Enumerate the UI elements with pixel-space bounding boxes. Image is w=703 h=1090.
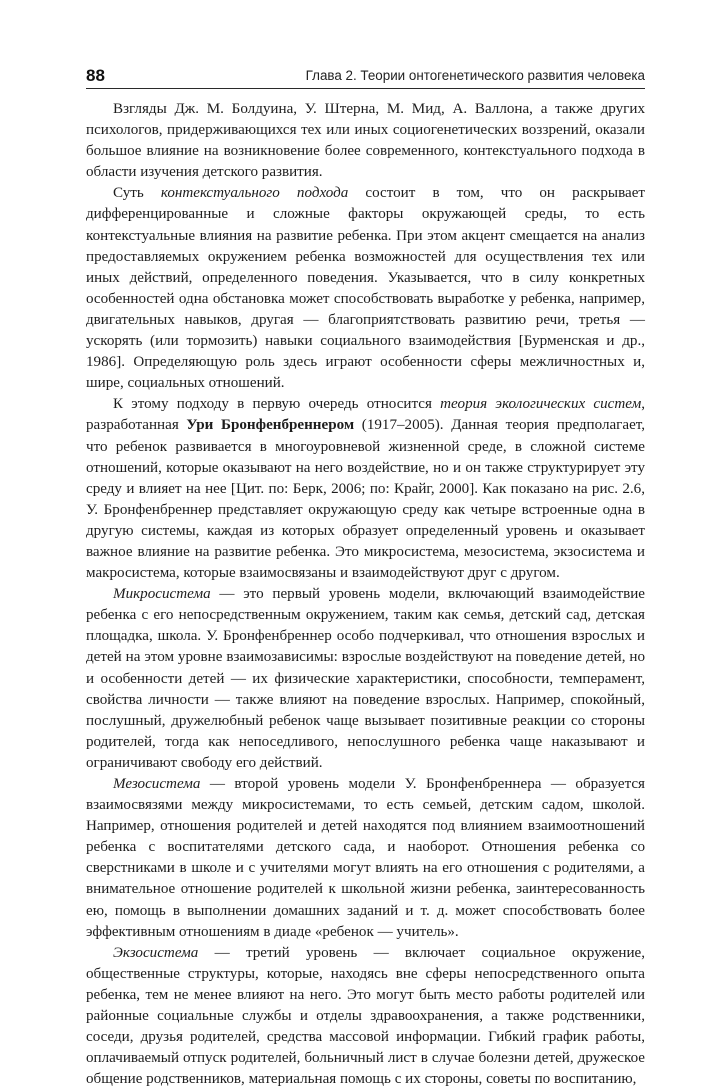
body-text [86, 99, 645, 1090]
paragraph-mesosystem: Мезосистема — второй уровень модели У. Бронфенбреннера — образуется взаимосвязями между микросистемами, то есть семьей, детским садом, школой. Например, отношения родителей и детей находятся под влиянием взаимоотношений ребенка с воспитателями детского сада, и наоборот. Отношения ребенка со сверстниками в школе и с учителями могут влиять на его отношения с родителями, а внимательное отношение родителей к школьной жизни ребенка, заинтересованность ею, помощь в выполнении домашних заданий и т. д. может способствовать более эффективным отношениям в диаде «ребенок — учитель». [86, 776, 645, 940]
paragraph-microsystem: Микросистема — это первый уровень модели, включающий взаимодействие ребенка с его непосредственным окружением, таким как семья, детский сад, детская площадка, школа. У. Бронфенбреннер особо подчеркивал, что отношения взрослых и детей на этом уровне взаимозависимы: взрослые воздействуют на поведение детей, но и особенности детей — их физические характеристики, способности, темперамент, свойства личности — также влияют на поведение взрослых. Например, спокойный, послушный, дружелюбный ребенок чаще вызывает позитивные реакции со стороны родителей, тогда как непоседливого, непослушного ребенка чаще наказывают и ограничивают свободу его действий. [86, 586, 645, 771]
term-microsystem: Микросистема [113, 586, 211, 603]
author-name: Ури Бронфенбреннером [186, 417, 355, 434]
chapter-title: Глава 2. Теории онтогенетического развития человека [305, 68, 645, 83]
term-exosystem: Экзосистема [113, 944, 199, 961]
paragraph-ecological-systems: К этому подходу в первую очередь относится теория экологических систем, разработанная Ури Бронфенбреннером (1917–2005). Данная теория предполагает, что ребенок развивается в многоуровневой жизненной среде, в сложной системе отношений, которые оказывают на него воздействие, но и он также структурирует эту среду и влияет на нее [Цит. по: Берк, 2006; по: Крайг, 2000]. Как показано на рис. 2.6, У. Бронфенбреннер представляет окружающую среду как четыре встроенные одна в другую системы, каждая из которых образует определенный уровень и оказывает важное влияние на развитие ребенка. Это микросистема, мезосистема, экзосистема и макросистема, которые взаимосвязаны и взаимодействуют друг с другом. [86, 396, 645, 582]
running-header [86, 60, 645, 89]
term-mesosystem: Мезосистема [113, 776, 201, 792]
term-contextual-approach: контекстуального подхода [160, 185, 349, 202]
paragraph-contextual-approach: Суть контекстуального подхода состоит в том, что он раскрывает дифференцированные и сложные факторы окружающей среды, то есть контекстуальные влияния на развитие ребенка. При этом акцент смещается на анализ предоставляемых окружением ребенка возможностей для осуществления тех или иных действий, определенного поведения. Указывается, что в силу конкретных особенностей одна обстановка может способствовать выработке у ребенка, например, двигательных навыков, другая — благоприятствовать развитию речи, третья — ускорять (или тормозить) навыки социального взаимодействия [Бурменская и др., 1986]. Определяющую роль здесь играют особенности сферы межличностных и, шире, социальных отношений. [86, 185, 645, 392]
paragraph-exosystem: Экзосистема — третий уровень — включает социальное окружение, общественные структуры, которые, находясь вне сферы непосредственного опыта ребенка, тем не менее влияют на него. Это могут быть место работы родителей или районные социальные службы и отделы здравоохранения, а также родственники, соседи, друзья родителей, средства массовой информации. Гибкий график работы, оплачиваемый отпуск родителей, больничный лист в случае болезни детей, дружеское общение родственников, материальная помощь с их стороны, советы по воспитанию, [86, 944, 645, 1088]
paragraph-intro: Взгляды Дж. М. Болдуина, У. Штерна, М. Мид, А. Валлона, а также других психологов, придерживающихся тех или иных социогенетических воззрений, оказали большое влияние на возникновение более современного, контекстуального подхода в области изучения детского развития. [86, 101, 645, 181]
term-ecological-systems: теория экологических систем [440, 396, 642, 413]
page-number: 88 [86, 66, 105, 85]
